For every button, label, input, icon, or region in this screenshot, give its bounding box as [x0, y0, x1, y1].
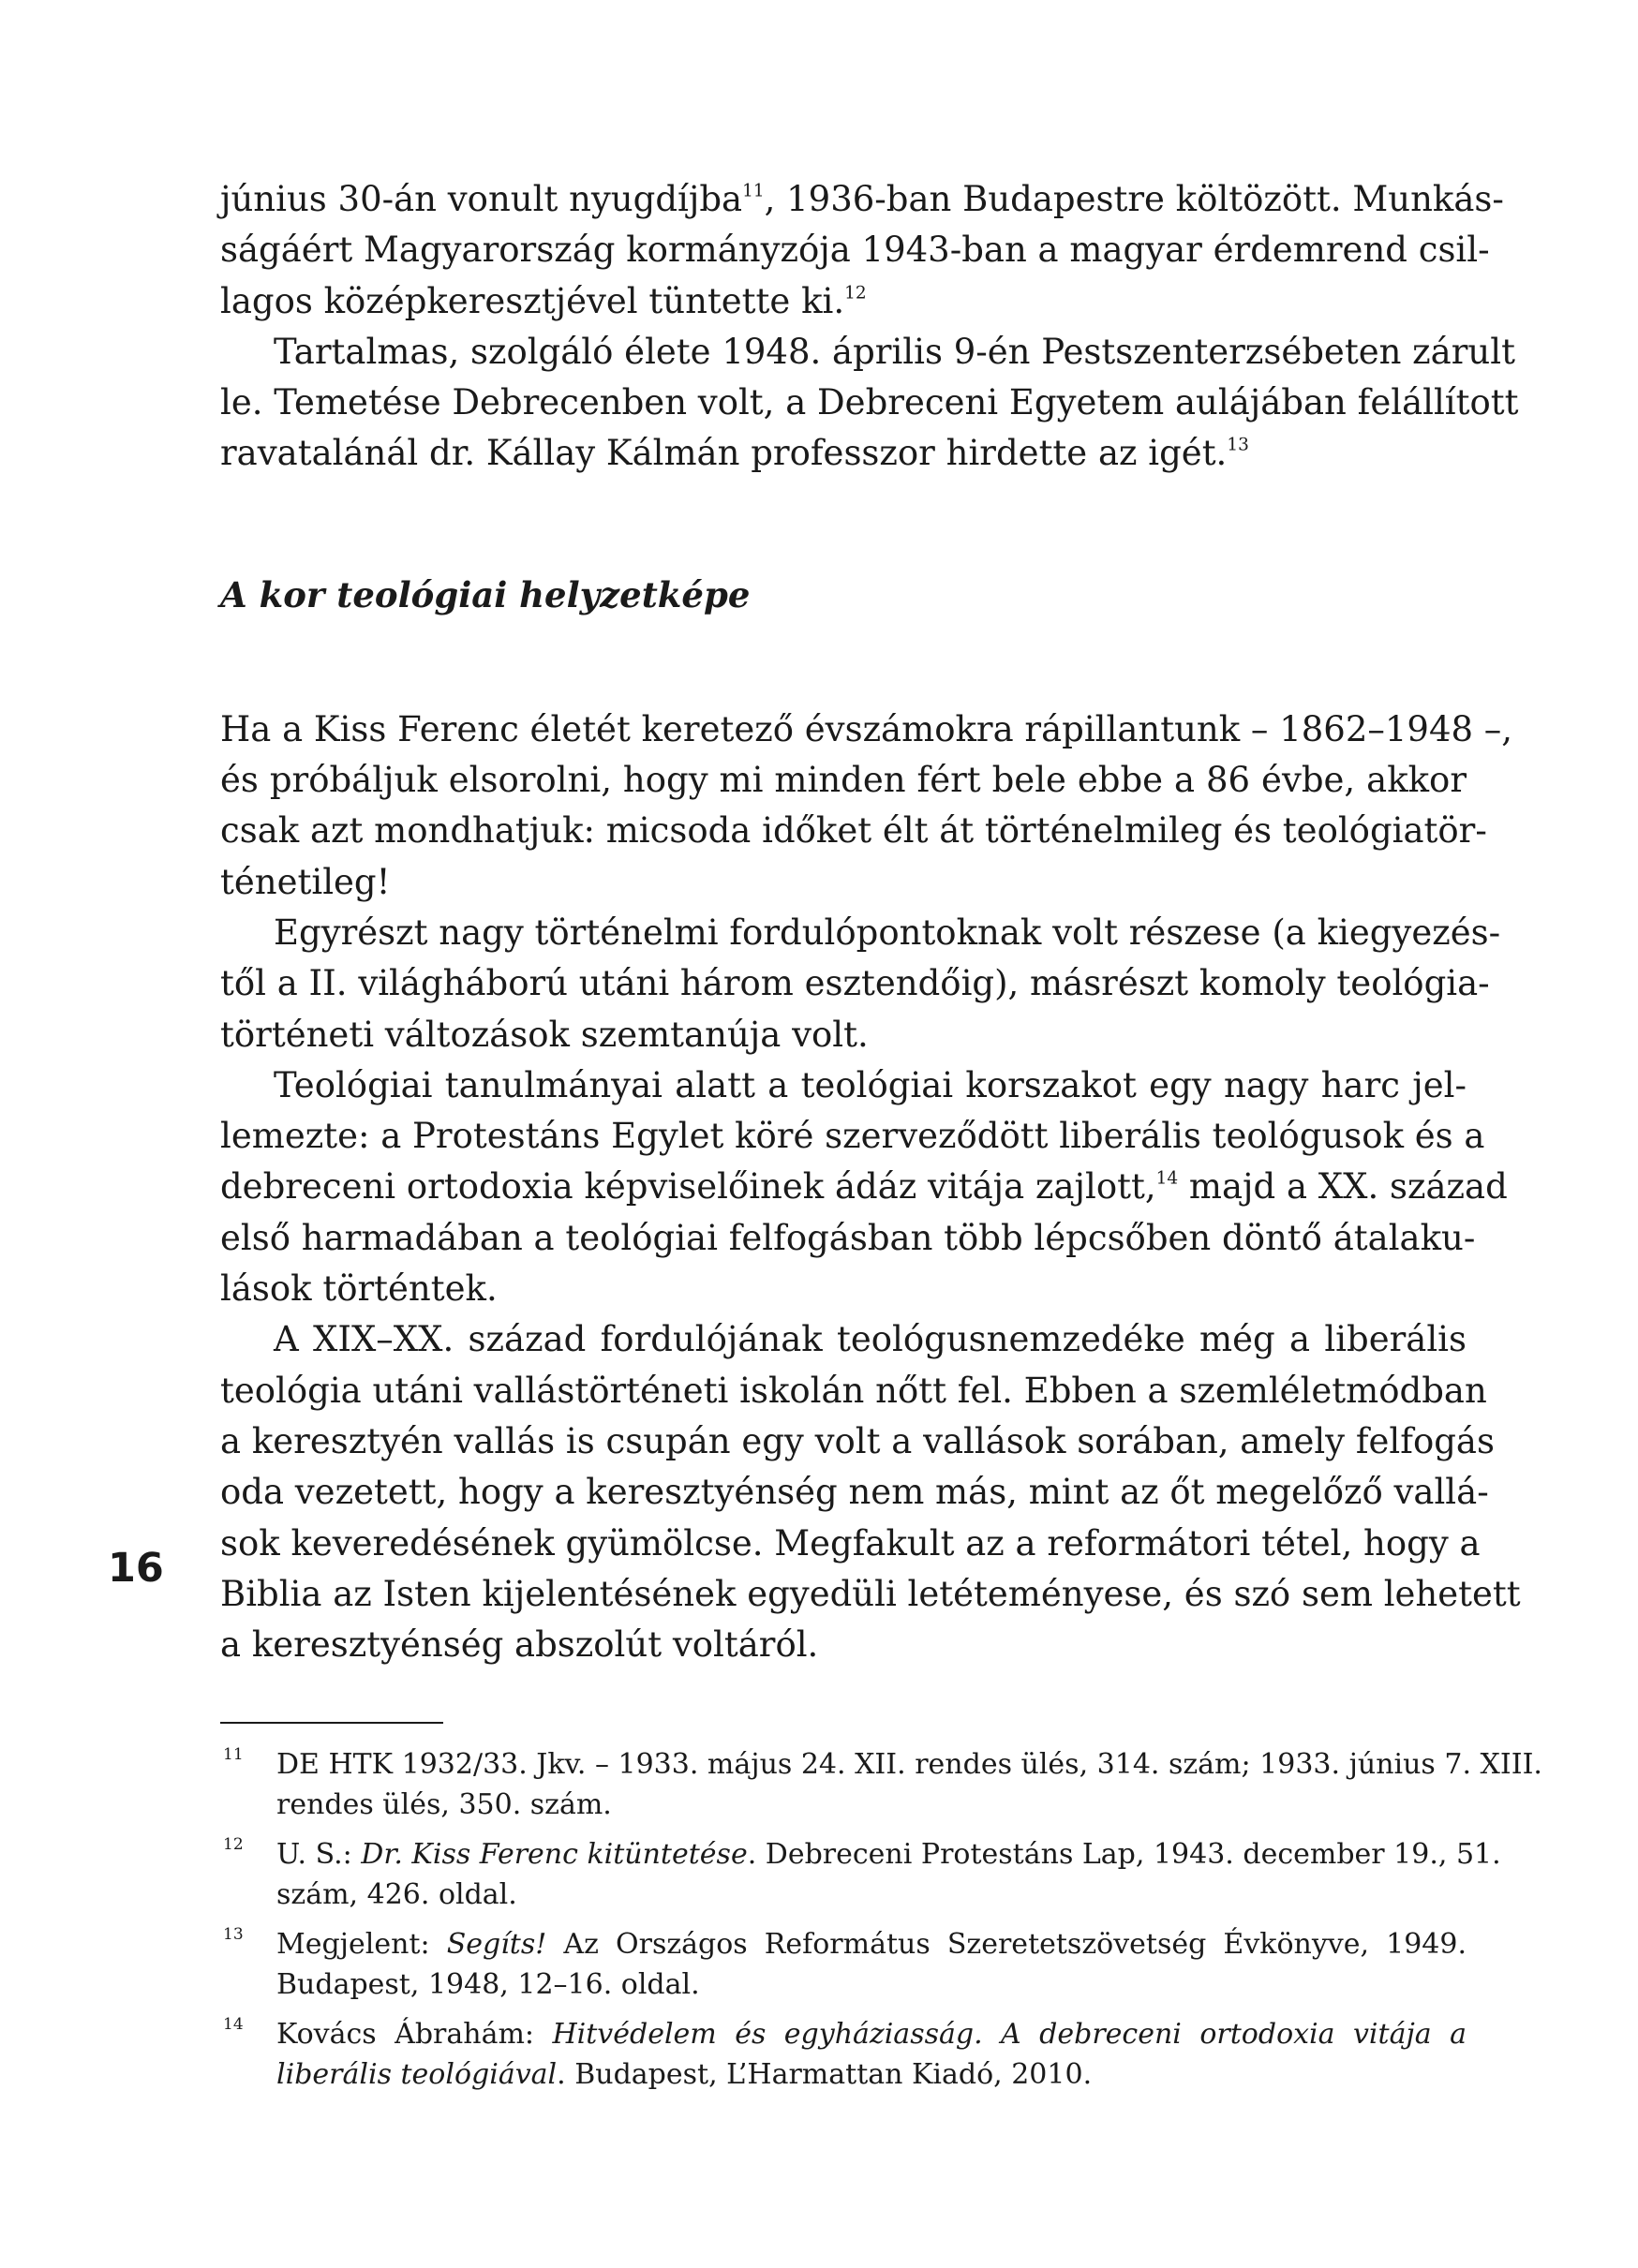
footnote-line: Megjelent: Segíts! Az Országos Református Szeretetszövetség Évkönyve, 1949.: [276, 1928, 1467, 1961]
text-line: június 30-án vonult nyugdíjba$^{11}$, 1936-ban Budapestre költözött. Munkás-: [220, 179, 1504, 219]
footnote-line: liberális teológiával. Budapest, L’Harmattan Kiadó, 2010.: [276, 2058, 1093, 2091]
text-line: a keresztyén vallás is csupán egy volt a vallások sorában, amely felfogás: [220, 1420, 1495, 1461]
text-line: csak azt mondhatjuk: micsoda időket élt át történelmileg és teológiatör-: [220, 810, 1487, 852]
text-line: Egyrészt nagy történelmi fordulópontoknak volt részese (a kiegyezés-: [274, 912, 1501, 953]
text-line: le. Temetése Debrecenben volt, a Debreceni Egyetem aulájában felállított: [220, 382, 1519, 423]
footnote-11: [220, 1744, 1542, 1825]
text-line: Ha a Kiss Ferenc életét keretező évszámokra rápillantunk – 1862–1948 –,: [220, 708, 1513, 749]
footnote-12: [220, 1834, 1501, 1915]
section-heading: A kor teológiai helyzetképe: [220, 573, 751, 615]
text-line: A XIX–XX. század fordulójának teológusnemzedéke még a liberális: [274, 1319, 1467, 1360]
text-line: lások történtek.: [220, 1268, 498, 1310]
text-line: Biblia az Isten kijelentésének egyedüli letéteményese, és szó sem lehetett: [220, 1573, 1521, 1614]
text-line: a keresztyénség abszolút voltáról.: [220, 1624, 819, 1666]
footnote-ref-13[interactable]: 13: [1227, 435, 1249, 455]
text-line: től a II. világháború utáni három esztendőig), másrészt komoly teológia-: [220, 963, 1490, 1004]
footnote-13: [220, 1924, 1467, 2005]
text-line: Tartalmas, szolgáló élete 1948. április 9-én Pestszenterzsébeten zárult: [274, 331, 1515, 372]
text-line: Teológiai tanulmányai alatt a teológiai korszakot egy nagy harc jel-: [274, 1064, 1467, 1105]
page-number: 16: [108, 1545, 164, 1592]
text-line: lemezte: a Protestáns Egylet köré szerveződött liberális teológusok és a: [220, 1116, 1485, 1157]
footnote-line: Kovács Ábrahám: Hitvédelem és egyháziasság. A debreceni ortodoxia vitája a: [276, 2018, 1467, 2051]
footnote-line: szám, 426. oldal.: [276, 1878, 517, 1911]
footnote-ref-14[interactable]: 14: [1155, 1168, 1179, 1189]
footnote-14: [220, 2014, 1467, 2095]
text-line: debreceni ortodoxia képviselőinek ádáz vitája zajlott,$^{14}$ majd a XX. század: [220, 1166, 1508, 1208]
footnotes: [220, 1744, 1542, 2104]
footnote-line: U. S.: Dr. Kiss Ferenc kitüntetése. Debreceni Protestáns Lap, 1943. december 19., 51.: [276, 1838, 1501, 1871]
footnote-separator: [220, 1722, 443, 1724]
text-line: teológia utáni vallástörténeti iskolán nőtt fel. Ebben a szemléletmódban: [220, 1370, 1487, 1411]
text-line: és próbáljuk elsorolni, hogy mi minden fért bele ebbe a 86 évbe, akkor: [220, 760, 1467, 801]
footnote-line: DE HTK 1932/33. Jkv. – 1933. május 24. XII. rendes ülés, 314. szám; 1933. június 7. XIII.: [276, 1748, 1542, 1781]
text-line: oda vezetett, hogy a keresztyénség nem más, mint az őt megelőző vallá-: [220, 1472, 1489, 1513]
footnote-ref-12[interactable]: 12: [844, 282, 867, 303]
footnote-number: 12: [223, 1835, 244, 1854]
text-line: történeti változások szemtanúja volt.: [220, 1014, 869, 1055]
text-line: ravatalánál dr. Kállay Kálmán professzor hirdette az igét.$^{13}$: [220, 433, 1249, 474]
footnote-number: 11: [223, 1745, 244, 1764]
footnote-ref-11[interactable]: 11: [742, 181, 765, 201]
text-line: első harmadában a teológiai felfogásban több lépcsőben döntő átalaku-: [220, 1217, 1476, 1258]
text-line: ságáért Magyarország kormányzója 1943-ban a magyar érdemrend csil-: [220, 230, 1490, 271]
text-line: ténetileg!: [220, 861, 391, 902]
footnote-line: rendes ülés, 350. szám.: [276, 1788, 612, 1821]
text-line: sok keveredésének gyümölcse. Megfakult az a reformátori tétel, hogy a: [220, 1522, 1481, 1564]
main-text: [220, 174, 1521, 1670]
footnote-number: 14: [223, 2015, 244, 2034]
text-line: lagos középkeresztjével tüntette ki.$^{12}$: [220, 280, 867, 321]
footnote-line: Budapest, 1948, 12–16. oldal.: [276, 1968, 700, 2001]
footnote-number: 13: [223, 1925, 244, 1944]
